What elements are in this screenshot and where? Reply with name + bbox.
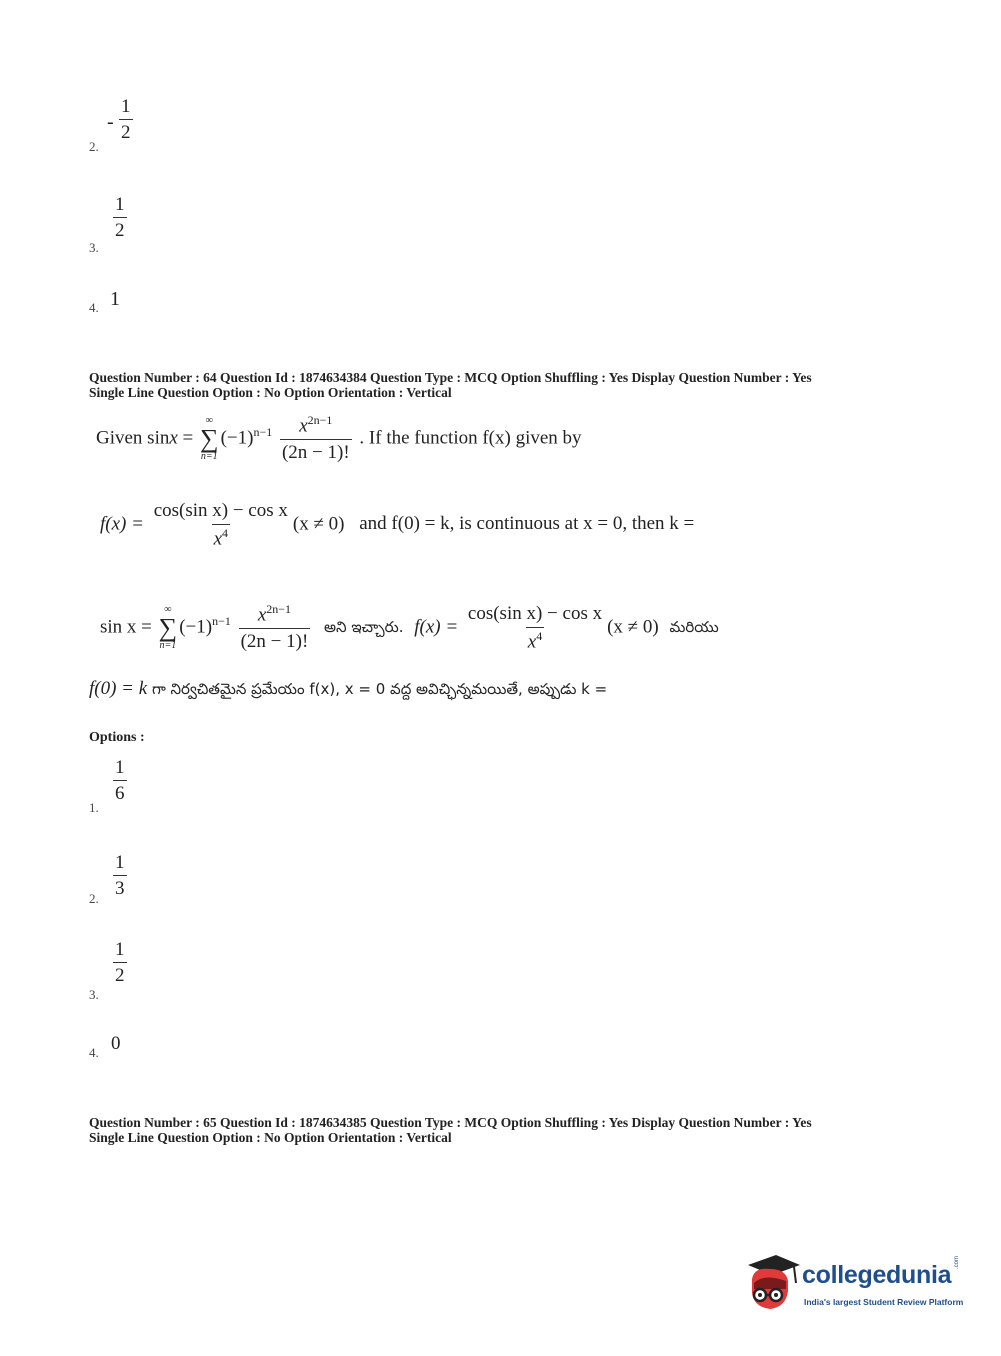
function-fraction: $\frac{\text{cos(sin x) − cos x}}{x^4}$ bbox=[467, 603, 603, 653]
mascot-icon bbox=[742, 1253, 802, 1315]
option-value: 0 bbox=[111, 1033, 121, 1054]
option-number: 2. bbox=[89, 139, 99, 154]
option-number: 4. bbox=[89, 1045, 99, 1060]
option-fraction: $\frac{1}{2}$ bbox=[121, 96, 131, 143]
question-meta-line2: Single Line Question Option : No Option Orientation : Vertical bbox=[89, 385, 452, 400]
collegedunia-logo bbox=[742, 1253, 972, 1323]
options-label: Options : bbox=[89, 730, 145, 745]
series-term-fraction: $\frac{x^{2n-1}}{(2n - 1)!}$ bbox=[240, 602, 309, 653]
logo-tagline: India's largest Student Review Platform bbox=[804, 1297, 964, 1307]
summation: ∞ ∑ n=1 bbox=[158, 604, 178, 651]
question-meta-line2: Single Line Question Option : No Option Orientation : Vertical bbox=[89, 1130, 452, 1145]
option-sign: - bbox=[107, 111, 114, 133]
question-64-english-line2: f(x) = $\frac{\text{cos(sin x) − cos x}}{x^4}$ (x ≠ 0) and f(0) = k, is continuous at x = 0, then k = bbox=[100, 500, 695, 550]
option-number: 4. bbox=[89, 300, 99, 315]
question-65-meta bbox=[89, 1115, 919, 1145]
function-fraction: $\frac{\text{cos(sin x) − cos x}}{x^4}$ bbox=[153, 500, 288, 550]
logo-name: collegedunia bbox=[802, 1261, 952, 1289]
option-number: 3. bbox=[89, 987, 99, 1002]
option-fraction: $\frac{1}{3}$ bbox=[115, 852, 125, 899]
option-number: 2. bbox=[89, 891, 99, 906]
option-value: 1 bbox=[110, 288, 120, 310]
option-fraction: $\frac{1}{2}$ bbox=[115, 194, 125, 241]
summation: ∞ ∑ n=1 bbox=[200, 415, 219, 462]
option-fraction: $\frac{1}{2}$ bbox=[115, 939, 125, 986]
question-meta-line1: Question Number : 64 Question Id : 1874634384 Question Type : MCQ Option Shuffling : Yes Display Question Number : Yes bbox=[89, 370, 812, 385]
option-number: 1. bbox=[89, 800, 99, 815]
question-64-telugu-line1: sin x = ∞ ∑ n=1 $(-1)^{n-1}$ $\frac{x^{2n-1}}{(2n - 1)!}$ అని ఇచ్చారు. f(x) = $\frac{\text{cos(sin x) − cos x}}{x^4}$ (x ≠ 0) మరియు bbox=[100, 602, 719, 653]
option-number: 3. bbox=[89, 240, 99, 255]
question-meta-line1: Question Number : 65 Question Id : 1874634385 Question Type : MCQ Option Shuffling : Yes Display Question Number : Yes bbox=[89, 1115, 812, 1130]
series-term-fraction: $\frac{x^{2n-1}}{(2n - 1)!}$ bbox=[281, 413, 350, 464]
option-fraction: $\frac{1}{6}$ bbox=[115, 757, 125, 804]
question-64-telugu-line2: f(0) = k గా నిర్వచితమైన ప్రమేయం f(x), x = 0 వద్ద అవిచ్ఛిన్నమయితే, అప్పుడు k = bbox=[89, 678, 608, 699]
question-64-meta bbox=[89, 370, 919, 400]
question-64-english-line1: Given sinx = ∞ ∑ n=1 $(-1)^{n-1}$ $\frac{x^{2n-1}}{(2n - 1)!}$ . If the function f(x) given by bbox=[96, 413, 582, 464]
logo-com: .com bbox=[954, 1255, 960, 1269]
